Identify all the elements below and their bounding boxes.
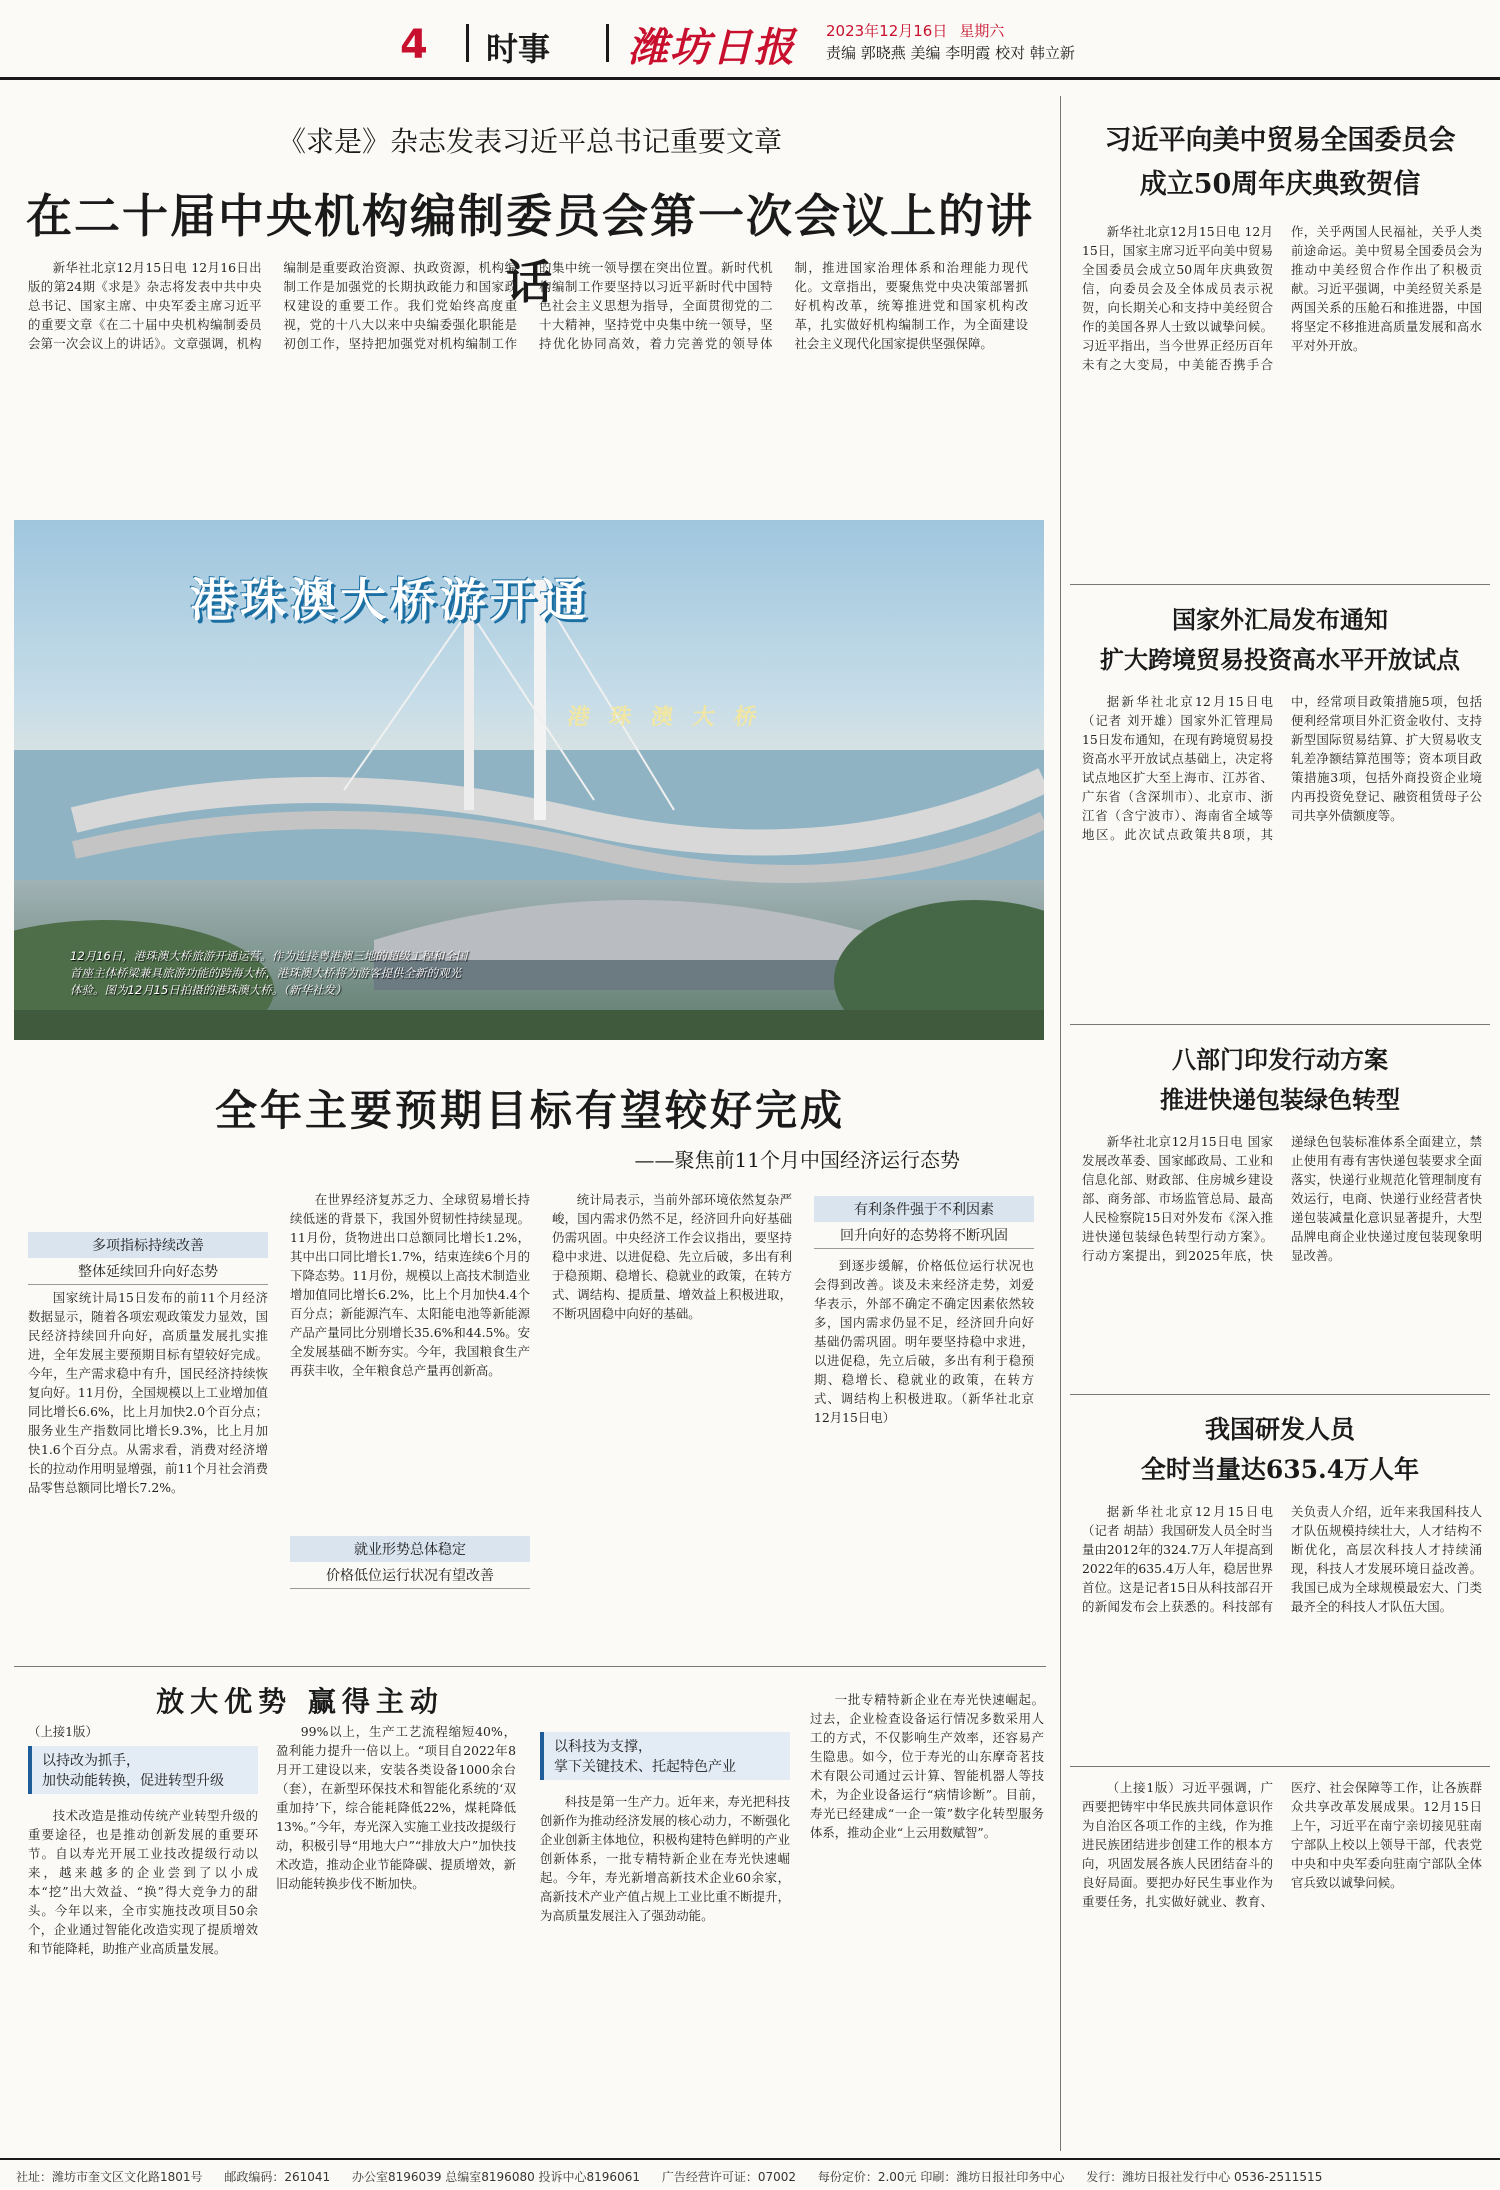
economy-subtitle: ——聚焦前11个月中国经济运行态势 (634, 1148, 960, 1172)
section-divider (1070, 584, 1490, 585)
section-divider (1070, 1024, 1490, 1025)
right-article-4-title-l2: 全时当量达635.4万人年 (1140, 1455, 1420, 1484)
economy-subhead-1: 多项指标持续改善 整体延续回升向好态势 (28, 1232, 268, 1285)
divider (606, 24, 609, 62)
newspaper-logo: 潍坊日报 (628, 24, 796, 71)
footer-phone: 办公室8196039 总编室8196080 投诉中心8196061 (352, 2170, 640, 2184)
economy-col-1: 国家统计局15日发布的前11个月经济数据显示，随着各项宏观政策发力显效，国民经济持续回升向好，高质量发展扎实推进，全年发展主要预期目标有望较好完成。今年，生产需求稳中有升，国民经济持续恢复向好。11月份，全国规模以上工业增加值同比增长6.6%，比上月加快2.0个百分点；服务业生产指数同比增长9.3%，比上月加快1.6个百分点。从需求看，消费对经济增长的拉动作用明显增强，前11个月社会消费品零售总额同比增长7.2%。 (28, 1290, 268, 1495)
footer-address: 社址：潍坊市奎文区文化路1801号 (16, 2170, 203, 2184)
right-article-2-body: 据新华社北京12月15日电（记者 刘开雄）国家外汇管理局15日发布通知，在现有跨境贸易投资高水平开放试点基础上，决定将试点地区扩大至上海市、江苏省、广东省（含深圳市）、北京市、浙江省（含宁波市）、海南省全域等地区。此次试点政策共8项，其中，经常项目政策措施5项，包括便利经常项目外汇资金收付、支持新型国际贸易结算、扩大贸易收支轧差净额结算范围等；资本项目政策措施3项，包括外商投资企业境内再投资免登记、融资租赁母子公司共享外债额度等。 (1082, 694, 1482, 842)
footer-print: 每份定价：2.00元 印刷：潍坊日报社印务中心 (817, 2170, 1065, 2184)
lower-col-1: 技术改造是推动传统产业转型升级的重要途径，也是推动创新发展的重要环节。自以寿光开展工业技改提级行动以来，越来越多的企业尝到了以小成本“挖”出大效益、“换”得大竞争力的甜头。今年以来，全市实施技改项目50余个，企业通过智能化改造实现了提质增效和节能降耗，助推产业高质量发展。 (28, 1808, 258, 1956)
lower-continued: （上接1版） (28, 1724, 98, 1739)
photo-caption: 12月16日，港珠澳大桥旅游开通运营。作为连接粤港澳三地的超级工程和全国首座主体桥梁兼具旅游功能的跨海大桥，港珠澳大桥将为游客提供全新的观光体验。图为12月15日拍摄的港珠澳大桥。（新华社发） (70, 949, 468, 997)
economy-col-3: 统计局表示，当前外部环境依然复杂严峻，国内需求仍然不足，经济回升向好基础仍需巩固。中央经济工作会议指出，要坚持稳中求进、以进促稳、先立后破，多出有利于稳预期、稳增长、稳就业的政策，在转方式、调结构、提质量、增效益上积极进取，不断巩固稳中向好的基础。 (552, 1192, 792, 1321)
economy-col-4: 到逐步缓解，价格低位运行状况也会得到改善。谈及未来经济走势，刘爱华表示，外部不确定不确定因素依然较多，国内需求仍显不足，经济回升向好基础仍需巩固。明年要坚持稳中求进，以进促稳，先立后破，多出有利于稳预期、稳增长、稳就业的政策，在转方式、调结构上积极进取。（新华社北京12月15日电） (814, 1258, 1034, 1425)
right-article-2-title-l2: 扩大跨境贸易投资高水平开放试点 (1100, 645, 1460, 674)
bridge-sign: 港 珠 澳 大 桥 (565, 705, 765, 730)
right-article-2-title-l1: 国家外汇局发布通知 (1172, 605, 1388, 634)
section-divider (14, 1666, 1046, 1667)
page-footer (0, 2158, 1500, 2190)
lower-col-3: 科技是第一生产力。近年来，寿光把科技创新作为推动经济发展的核心动力，不断强化企业创新主体地位，积极构建特色鲜明的产业创新体系，一批专精特新企业在寿光快速崛起。今年，寿光新增高新技术企业60余家，高新技术产业产值占规上工业比重不断提升，为高质量发展注入了强劲动能。 (540, 1794, 790, 1923)
footer-distribution: 发行：潍坊日报社发行中心 0536-2511515 (1086, 2170, 1323, 2184)
economy-title: 全年主要预期目标有望较好完成 (214, 1086, 845, 1135)
right-article-5-body: （上接1版）习近平强调，广西要把铸牢中华民族共同体意识作为自治区各项工作的主线，作为推进民族团结进步创建工作的根本方向，巩固发展各族人民团结奋斗的良好局面。要把办好民生事业作为重要任务，扎实做好就业、教育、医疗、社会保障等工作，让各族群众共享改革发展成果。12月15日上午，习近平在南宁亲切接见驻南宁部队上校以上领导干部，代表党中央和中央军委向驻南宁部队全体官兵致以诚挚问候。 (1082, 1780, 1482, 1909)
lower-col-2: 99%以上，生产工艺流程缩短40%，盈利能力提升一倍以上。“项目自2022年8月开工建设以来，安装各类设备1000余台（套），在新型环保技术和智能化系统的‘双重加持’下，综合能耗降低22%，煤耗降低13%。”今年，寿光深入实施工业技改提级行动，积极引导“用地大户”“排放大户”加快技术改造，推动企业节能降碳、提质增效，新旧动能转换步伐不断加快。 (276, 1724, 516, 1891)
right-article-4-body: 据新华社北京12月15日电（记者 胡喆）我国研发人员全时当量由2012年的324.7万人年提高到2022年的635.4万人年，稳居世界首位。这是记者15日从科技部召开的新闻发布会上获悉的。科技部有关负责人介绍，近年来我国科技人才队伍规模持续壮大，人才结构不断优化，高层次科技人才持续涌现，科技人才发展环境日益改善。我国已成为全球规模最宏大、门类最齐全的科技人才队伍大国。 (1082, 1504, 1482, 1614)
masthead (0, 0, 1500, 80)
footer-ad-license: 广告经营许可证：07002 (661, 2170, 796, 2184)
issue-weekday: 星期六 (959, 22, 1005, 40)
section-name: 时事 (486, 30, 551, 68)
section-divider (1070, 1766, 1490, 1767)
page-number: 4 (400, 22, 428, 68)
right-article-1-title-l2: 成立50周年庆典致贺信 (1139, 169, 1421, 200)
lead-kicker: 《求是》杂志发表习近平总书记重要文章 (277, 125, 782, 158)
issue-date: 2023年12月16日 (826, 22, 948, 40)
economy-col-2: 在世界经济复苏乏力、全球贸易增长持续低迷的背景下，我国外贸韧性持续显现。11月份，货物进出口总额同比增长1.2%，其中出口同比增长1.7%，结束连续6个月的下降态势。11月份，规模以上高技术制造业增加值同比增长6.2%，比上个月加快4.4个百分点；新能源汽车、太阳能电池等新能源产品产量同比分别增长35.6%和44.5%。安全发展基础不断夯实。今年，我国粮食生产再获丰收，全年粮食总产量再创新高。 (290, 1192, 530, 1378)
lower-tag-1: 以持改为抓手， 加快动能转换，促进转型升级 (28, 1746, 258, 1794)
lower-title: 放大优势 赢得主动 (156, 1685, 444, 1718)
lower-col-4: 一批专精特新企业在寿光快速崛起。过去，企业检查设备运行情况多数采用人工的方式，不仅影响生产效率，还容易产生隐患。如今，位于寿光的山东摩奇茗技术有限公司通过云计算、智能机器人等技术，为企业设备运行“病情诊断”。目前，寿光已经建成“一企一策”数字化转型服务体系，推动企业“上云用数赋智”。 (810, 1692, 1044, 1840)
lead-body-text: 新华社北京12月15日电 12月16日出版的第24期《求是》杂志将发表中共中央总书记、国家主席、中央军委主席习近平的重要文章《在二十届中央机构编制委员会第一次会议上的讲话》。文章强调，机构编制是重要政治资源、执政资源，机构编制工作是加强党的长期执政能力和国家政权建设的重要工作。我们党始终高度重视，党的十八大以来中央编委强化职能是初创工作，坚持把加强党对机构编制工作的集中统一领导摆在突出位置。新时代机构编制工作要坚持以习近平新时代中国特色社会主义思想为指导，全面贯彻党的二十大精神，坚持党中央集中统一领导，坚持优化协同高效，着力完善党的领导体制，推进国家治理体系和治理能力现代化。文章指出，要聚焦党中央决策部署抓好机构改革，统筹推进党和国家机构改革，扎实做好机构编制工作，为全面建设社会主义现代化国家提供坚强保障。 (28, 260, 1028, 351)
right-article-3-title-l1: 八部门印发行动方案 (1172, 1045, 1388, 1074)
lower-tag-2: 以科技为支撑， 掌下关键技术、托起特色产业 (540, 1732, 790, 1780)
divider (466, 24, 469, 62)
economy-subhead-3: 就业形势总体稳定 价格低位运行状况有望改善 (290, 1536, 530, 1589)
right-article-3-body: 新华社北京12月15日电 国家发展改革委、国家邮政局、工业和信息化部、财政部、住房城乡建设部、商务部、市场监管总局、最高人民检察院15日对外发布《深入推进快递包装绿色转型行动方案》。行动方案提出，到2025年底，快递绿色包装标准体系全面建立，禁止使用有毒有害快递包装要求全面落实，快递行业规范化管理制度有效运行，电商、快递行业经营者快递包装减量化意识显著提升，大型品牌电商企业快递过度包装现象明显改善。 (1082, 1134, 1482, 1263)
photo-title: 港珠澳大桥游开通 (190, 573, 590, 627)
economy-subhead-2: 有利条件强于不利因素 回升向好的态势将不断巩固 (814, 1196, 1034, 1249)
section-divider (1070, 1394, 1490, 1395)
right-article-1-body: 新华社北京12月15日电 12月15日，国家主席习近平向美中贸易全国委员会成立50周年庆典致贺信，向委员会及全体成员表示祝贺，向长期关心和支持中美经贸合作的美国各界人士致以诚挚问候。习近平指出，当今世界正经历百年未有之大变局，中美能否携手合作，关乎两国人民福祉，关乎人类前途命运。美中贸易全国委员会为推动中美经贸合作作出了积极贡献。习近平强调，中美经贸关系是两国关系的压舱石和推进器，中国将坚定不移推进高质量发展和高水平对外开放。 (1082, 224, 1482, 372)
column-divider (1060, 96, 1061, 2151)
lead-title: 在二十届中央机构编制委员会第一次会议上的讲话 (26, 189, 1034, 309)
lead-body (28, 258, 1028, 508)
editor-credits: 责编 郭晓燕 美编 李明霞 校对 韩立新 (826, 44, 1075, 62)
issue-meta (826, 20, 1075, 64)
footer-postal-code: 邮政编码：261041 (224, 2170, 331, 2184)
right-article-4-title-l1: 我国研发人员 (1204, 1415, 1355, 1444)
right-article-1-title-l1: 习近平向美中贸易全国委员会 (1104, 125, 1456, 156)
right-article-3-title-l2: 推进快递包装绿色转型 (1160, 1085, 1400, 1114)
